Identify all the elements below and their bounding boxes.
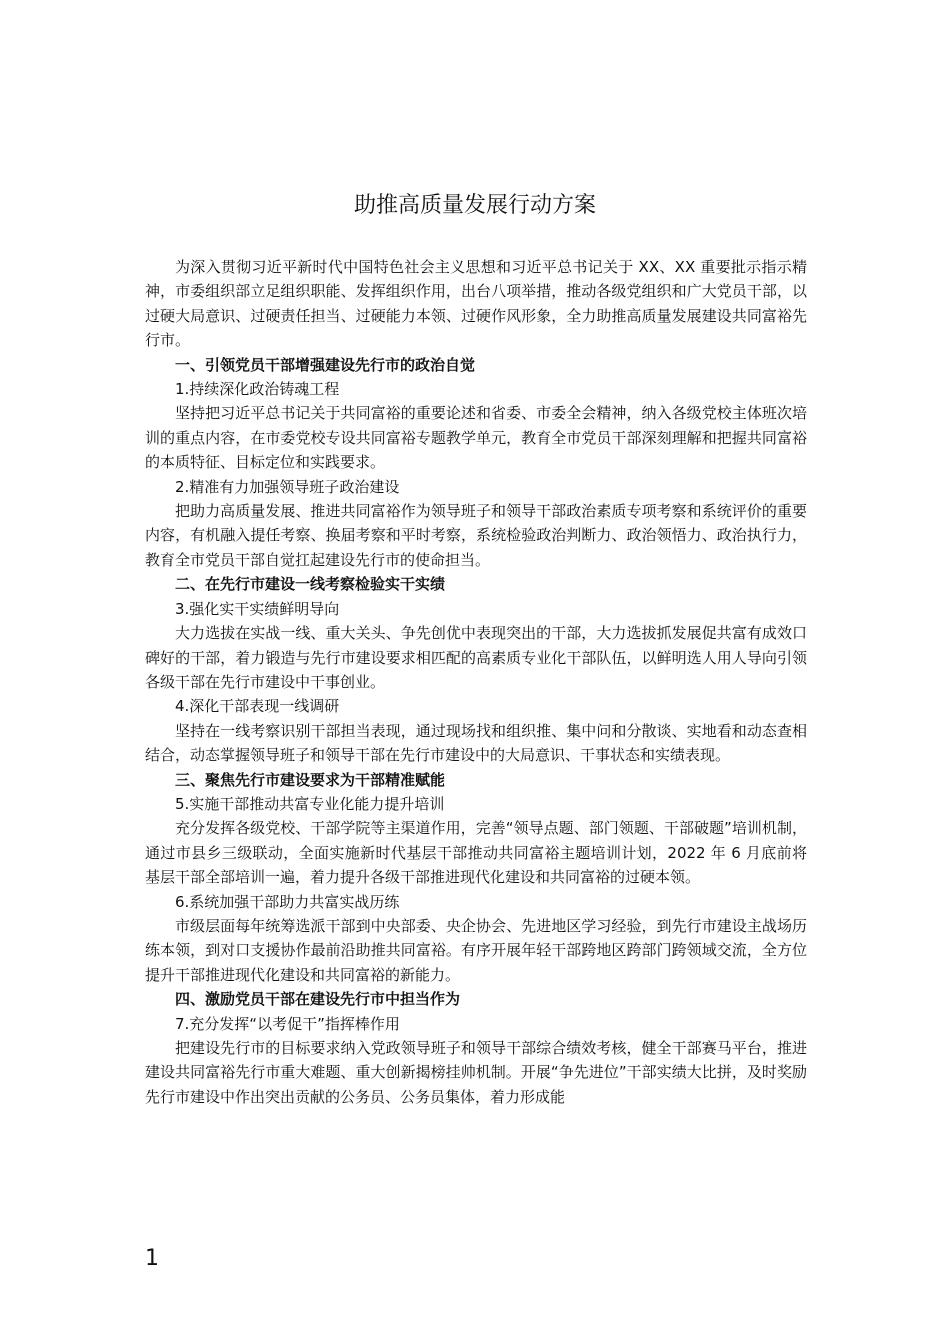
- document-title: 助推高质量发展行动方案: [353, 193, 596, 218]
- paragraph: 大力选拔在实战一线、重大关头、争先创优中表现突出的干部，大力选拔抓发展促共富有成效口碑好的干部，着力锻造与先行市建设要求相匹配的高素质专业化干部队伍，以鲜明选人用人导向引领各级干部在先行市建设中干事创业。: [145, 624, 807, 691]
- subsection-heading: 6.系统加强干部助力共富实战历练: [175, 892, 400, 911]
- subsection-heading: 5.实施干部推动共富专业化能力提升培训: [175, 794, 445, 813]
- paragraph: 坚持在一线考察识别干部担当表现，通过现场找和组织推、集中问和分散谈、实地看和动态查相结合，动态掌握领导班子和领导干部在先行市建设中的大局意识、干事状态和实绩表现。: [145, 721, 807, 765]
- subsection-heading: 3.强化实干实绩鲜明导向: [175, 599, 340, 618]
- paragraph: 把建设先行市的目标要求纳入党政领导班子和领导干部综合绩效考核，健全干部赛马平台，推进建设共同富裕先行市重大难题、重大创新揭榜挂帅机制。开展“争先进位”干部实绩大比拼，及时奖励先行市建设中作出突出贡献的公务员、公务员集体，着力形成能: [145, 1039, 807, 1106]
- subsection-heading: 2.精准有力加强领导班子政治建设: [175, 477, 400, 496]
- paragraph: 市级层面每年统筹选派干部到中央部委、央企协会、先进地区学习经验，到先行市建设主战场历练本领，到对口支援协作最前沿助推共同富裕。有序开展年轻干部跨地区跨部门跨领域交流，全方位提升干部推进现代化建设和共同富裕的新能力。: [145, 916, 807, 984]
- paragraph: 把助力高质量发展、推进共同富裕作为领导班子和领导干部政治素质专项考察和系统评价的重要内容，有机融入提任考察、换届考察和平时考察，系统检验政治判断力、政治领悟力、政治执行力，教育全市党员干部自觉扛起建设先行市的使命担当。: [145, 502, 807, 569]
- section-heading: 四、激励党员干部在建设先行市中担当作为: [175, 990, 461, 1009]
- paragraph: 坚持把习近平总书记关于共同富裕的重要论述和省委、市委全会精神，纳入各级党校主体班次培训的重点内容，在市委党校专设共同富裕专题教学单元，教育全市党员干部深刻理解和把握共同富裕的本质特征、目标定位和实践要求。: [145, 404, 807, 472]
- section-heading: 三、聚焦先行市建设要求为干部精准赋能: [175, 770, 446, 789]
- section-heading: 一、引领党员干部增强建设先行市的政治自觉: [175, 355, 476, 374]
- document-body: [145, 255, 807, 1109]
- paragraph: 为深入贯彻习近平新时代中国特色社会主义思想和习近平总书记关于 XX、XX 重要批示指示精神，市委组织部立足组织职能、发挥组织作用，出台八项举措，推动各级党组织和广大党员干部，以过硬大局意识、过硬责任担当、过硬能力本领、过硬作风形象，全力助推高质量发展建设共同富裕先行市。: [145, 258, 807, 350]
- section-heading: 二、在先行市建设一线考察检验实干实绩: [175, 575, 446, 594]
- subsection-heading: 4.深化干部表现一线调研: [175, 697, 340, 716]
- subsection-heading: 7.充分发挥“以考促干”指挥棒作用: [175, 1014, 400, 1033]
- subsection-heading: 1.持续深化政治铸魂工程: [175, 380, 340, 399]
- paragraph: 充分发挥各级党校、干部学院等主渠道作用，完善“领导点题、部门领题、干部破题”培训机制，通过市县乡三级联动，全面实施新时代基层干部推动共同富裕主题培训计划，2022 年 6 月底前将基层干部全部培训一遍，着力提升各级干部推进现代化建设和共同富裕的过硬本领。: [145, 819, 807, 887]
- page-number: 1: [145, 1246, 159, 1271]
